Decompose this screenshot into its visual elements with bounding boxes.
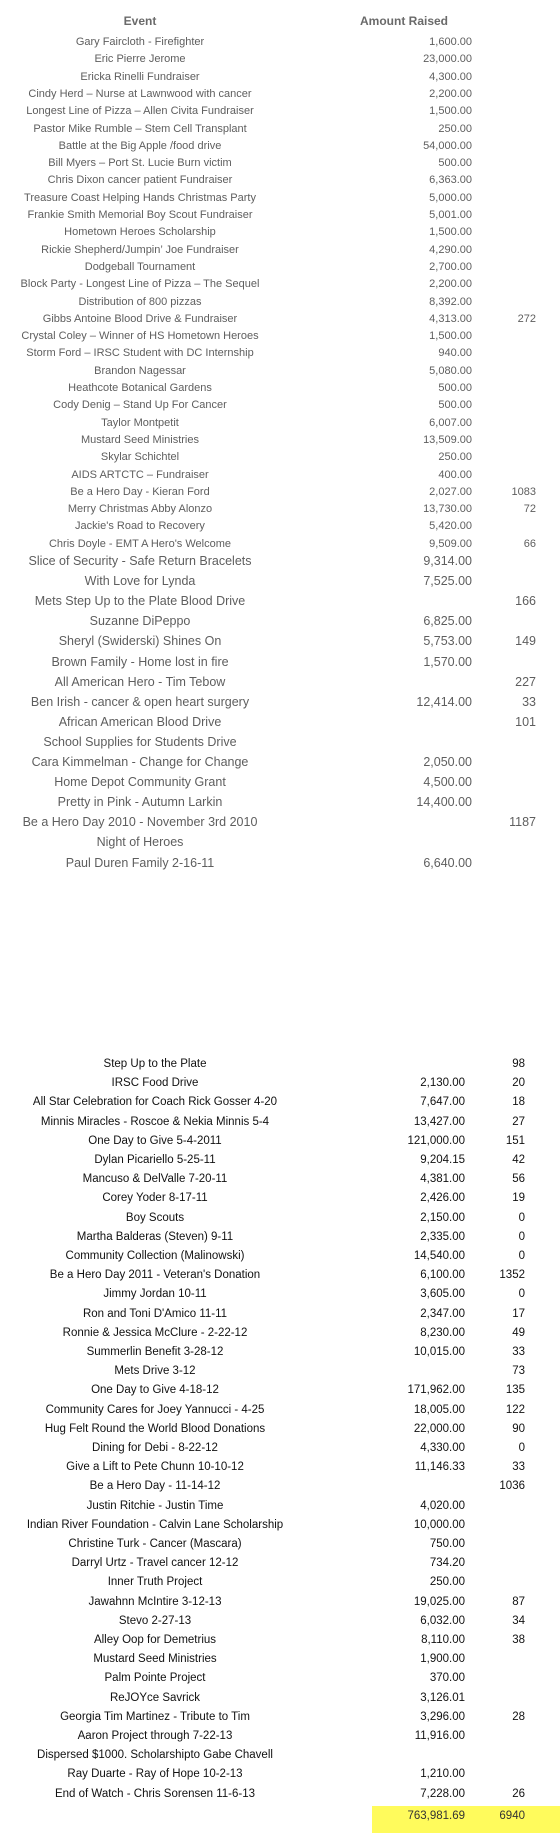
event-cell: Give a Lift to Pete Chunn 10-10-12 [66,1461,244,1474]
amount-cell: 4,381.00 [420,1173,465,1186]
amount-cell: 5,000.00 [429,191,472,204]
amount-cell: 4,300.00 [429,70,472,83]
event-cell: Be a Hero Day 2010 - November 3rd 2010 [22,815,258,830]
amount-cell: 1,900.00 [420,1653,465,1666]
amount-cell: 2,347.00 [420,1307,465,1320]
event-cell: Step Up to the Plate [103,1058,207,1070]
count-cell: 20 [512,1077,525,1090]
event-cell: Dylan Picariello 5-25-11 [94,1154,216,1166]
amount-cell: 4,330.00 [420,1442,465,1454]
amount-cell: 22,000.00 [413,1422,465,1435]
event-cell: Sheryl (Swiderski) Shines On [58,634,222,649]
count-cell: 1036 [499,1480,525,1493]
table-row [0,772,560,792]
amount-cell: 2,130.00 [420,1077,465,1090]
table-row [0,1477,560,1496]
count-cell: 18 [512,1096,525,1109]
table-row [0,752,560,772]
event-cell: Jawahnn McIntire 3-12-13 [88,1595,222,1608]
table-header [0,12,560,30]
event-cell: Mustard Seed Ministries [81,433,199,446]
amount-cell: 4,020.00 [420,1499,465,1512]
total-amount: 763,981.69 [407,1810,465,1822]
event-cell: Ray Duarte - Ray of Hope 10-2-13 [67,1768,243,1781]
table-row [0,1765,560,1784]
table-row [0,551,560,571]
amount-cell: 250.00 [438,122,472,135]
amount-cell: 9,509.00 [429,537,472,550]
amount-cell: 13,509.00 [423,433,472,446]
count-cell: 0 [518,1230,525,1243]
amount-cell: 1,500.00 [429,105,472,118]
table-row [0,1305,560,1324]
event-cell: Aaron Project through 7-22-13 [77,1730,233,1742]
amount-cell: 2,700.00 [429,260,472,273]
event-cell: Georgia Tim Martinez - Tribute to Tim [60,1710,250,1723]
count-cell: 135 [505,1384,525,1397]
amount-cell: 2,027.00 [429,485,472,498]
event-cell: Hometown Heroes Scholarship [64,226,216,239]
total-count: 6940 [499,1810,525,1822]
amount-cell: 8,392.00 [429,295,472,308]
table-row [0,1535,560,1554]
amount-cell: 2,200.00 [429,87,472,100]
count-cell: 122 [505,1403,525,1416]
event-cell: Dining for Debi - 8-22-12 [92,1442,218,1454]
amount-cell: 400.00 [438,468,472,481]
amount-cell: 1,210.00 [420,1768,465,1781]
count-cell: 33 [512,1461,525,1474]
amount-cell: 8,230.00 [420,1326,465,1339]
event-cell: Skylar Schichtel [100,451,180,464]
event-cell: One Day to Give 5-4-2011 [88,1134,222,1147]
amount-cell: 500.00 [438,382,472,394]
table-row [0,591,560,611]
event-cell: Ericka Rinelli Fundraiser [80,70,200,83]
event-cell: Dodgeball Tournament [84,260,196,273]
event-cell: Jimmy Jordan 10-11 [103,1288,207,1301]
count-cell: 0 [518,1442,525,1454]
event-column-header: Event [123,14,157,28]
amount-cell: 1,600.00 [429,36,472,48]
table-row [0,631,560,651]
event-cell: Chris Dixon cancer patient Fundraiser [47,174,233,187]
table-row [0,1612,560,1631]
event-cell: Cindy Herd – Nurse at Lawnwood with cancer [28,87,252,100]
amount-cell: 4,313.00 [429,312,472,325]
table-row [0,1132,560,1151]
event-cell: Dispersed $1000. Scholarshipto Gabe Chavell [37,1749,273,1762]
table-row [0,1516,560,1535]
count-cell: 90 [512,1422,525,1435]
count-cell: 19 [512,1192,525,1205]
amount-cell: 2,050.00 [423,755,472,769]
count-cell: 34 [512,1614,525,1627]
event-cell: Ronnie & Jessica McClure - 2-22-12 [62,1326,248,1339]
amount-cell: 250.00 [429,1576,465,1589]
table-row [0,1151,560,1170]
event-cell: All American Hero - Tim Tebow [54,674,226,689]
event-cell: Treasure Coast Helping Hands Christmas Party [24,191,256,204]
event-cell: Cara Kimmelman - Change for Change [31,755,249,769]
amount-cell: 500.00 [438,399,472,412]
count-cell: 1352 [499,1269,525,1282]
amount-cell: 11,916.00 [414,1730,465,1742]
table-row [0,1497,560,1516]
amount-cell: 7,525.00 [423,574,472,589]
amount-cell: 13,427.00 [413,1115,465,1128]
count-cell: 38 [512,1634,525,1646]
event-cell: Pretty in Pink - Autumn Larkin [57,795,223,810]
table-row [0,1420,560,1439]
amount-cell: 7,228.00 [420,1787,465,1800]
amount-cell: 14,540.00 [413,1250,465,1262]
table-row [0,1631,560,1650]
table-row [0,1247,560,1266]
table-row [0,1573,560,1592]
event-cell: Mets Drive 3-12 [114,1365,196,1378]
event-cell: Mustard Seed Ministries [93,1653,217,1666]
amount-cell: 2,150.00 [420,1211,465,1224]
amount-cell: 734.20 [429,1557,465,1570]
event-cell: Gibbs Antoine Blood Drive & Fundraiser [42,312,238,325]
event-cell: End of Watch - Chris Sorensen 11-6-13 [54,1787,256,1800]
event-cell: Inner Truth Project [107,1576,203,1589]
table-row [0,571,560,591]
count-cell: 87 [512,1595,525,1608]
amount-cell: 5,420.00 [429,520,472,533]
amount-cell: 3,126.01 [420,1691,465,1704]
amount-column-header: Amount Raised [360,14,449,28]
event-cell: Alley Oop for Demetrius [93,1634,217,1646]
amount-cell: 2,200.00 [429,278,472,291]
table-row [0,1113,560,1132]
amount-cell: 5,080.00 [429,364,472,377]
table-row [0,1343,560,1362]
event-cell: Bill Myers – Port St. Lucie Burn victim [48,157,232,170]
event-cell: Crystal Coley – Winner of HS Hometown Heroes [21,330,259,343]
amount-cell: 2,335.00 [420,1230,465,1243]
event-cell: Be a Hero Day 2011 - Veteran's Donation [49,1269,261,1282]
table-row [0,1708,560,1727]
event-cell: One Day to Give 4-18-12 [91,1384,219,1397]
count-cell: 149 [515,634,536,649]
amount-cell: 6,007.00 [429,416,472,429]
amount-cell: 5,001.00 [429,209,472,221]
event-cell: Boy Scouts [125,1211,185,1224]
count-cell: 72 [523,503,536,516]
amount-cell: 1,500.00 [429,330,472,343]
count-cell: 66 [523,537,536,550]
count-cell: 0 [518,1211,525,1224]
table-row [0,1439,560,1458]
event-cell: Suzanne DiPeppo [89,614,191,629]
table-row [0,792,560,812]
amount-cell: 7,647.00 [420,1096,465,1109]
amount-cell: 54,000.00 [423,139,472,152]
event-cell: Christine Turk - Cancer (Mascara) [68,1538,242,1550]
table-row [0,1324,560,1343]
event-cell: Merry Christmas Abby Alonzo [67,503,213,516]
event-cell: Distribution of 800 pizzas [78,295,202,308]
table-row [0,853,560,873]
table-row [0,1727,560,1746]
amount-cell: 9,314.00 [423,554,472,568]
count-cell: 101 [515,714,536,729]
count-cell: 42 [512,1154,525,1166]
amount-cell: 2,426.00 [420,1192,465,1205]
event-cell: Gary Faircloth - Firefighter [75,36,205,48]
amount-cell: 171,962.00 [407,1384,465,1397]
event-cell: Night of Heroes [96,835,184,850]
table-row [0,1669,560,1688]
count-cell: 28 [512,1710,525,1723]
table-row [0,1266,560,1285]
event-cell: Darryl Urtz - Travel cancer 12-12 [71,1557,239,1570]
table-row [0,1362,560,1381]
table-row [0,1055,560,1074]
count-cell: 27 [512,1115,525,1128]
table-row [0,1689,560,1708]
event-cell: Minnis Miracles - Roscoe & Nekia Minnis 5-4 [40,1115,270,1128]
count-cell: 33 [512,1346,525,1358]
table-row [0,1554,560,1573]
count-cell: 151 [505,1134,525,1147]
event-cell: Community Cares for Joey Yannucci - 4-25 [45,1403,265,1416]
amount-cell: 370.00 [429,1672,465,1685]
amount-cell: 10,015.00 [413,1346,465,1358]
count-cell: 166 [515,594,536,609]
amount-cell: 1,570.00 [423,654,472,669]
table-row [0,832,560,852]
amount-cell: 23,000.00 [423,53,472,66]
event-cell: Be a Hero Day - 11-14-12 [89,1480,221,1493]
event-cell: Slice of Security - Safe Return Bracelets [28,554,252,568]
count-cell: 56 [512,1173,525,1186]
event-cell: Taylor Montpetit [101,416,179,429]
event-cell: Corey Yoder 8-17-11 [102,1192,208,1205]
event-cell: Heathcote Botanical Gardens [68,382,212,394]
table-row [0,1093,560,1112]
event-cell: Mancuso & DelValle 7-20-11 [82,1173,228,1186]
amount-cell: 8,110.00 [421,1634,465,1646]
event-cell: Paul Duren Family 2-16-11 [65,855,215,870]
amount-cell: 11,146.33 [414,1461,465,1474]
event-cell: Community Collection (Malinowski) [65,1250,245,1262]
amount-cell: 10,000.00 [413,1518,465,1531]
table-row [0,1228,560,1247]
event-cell: Stevo 2-27-13 [118,1614,192,1627]
table-row [0,1746,560,1765]
event-cell: Cody Denig – Stand Up For Cancer [53,399,227,412]
table-row [0,732,560,752]
amount-cell: 9,204.15 [420,1154,465,1166]
amount-cell: 19,025.00 [413,1595,465,1608]
event-cell: All Star Celebration for Coach Rick Gosser 4-20 [32,1096,278,1109]
count-cell: 17 [512,1307,525,1320]
event-cell: Brown Family - Home lost in fire [51,654,229,669]
table-row [0,712,560,732]
amount-cell: 500.00 [438,157,472,170]
event-cell: Rickie Shepherd/Jumpin’ Joe Fundraiser [41,243,239,256]
count-cell: 26 [512,1787,525,1800]
event-cell: Eric Pierre Jerome [94,53,186,66]
amount-cell: 3,605.00 [420,1288,465,1301]
amount-cell: 6,100.00 [420,1269,465,1282]
count-cell: 0 [518,1250,525,1262]
table-row [0,1381,560,1400]
event-cell: Martha Balderas (Steven) 9-11 [76,1230,234,1243]
event-cell: ReJOYce Savrick [109,1691,201,1704]
table-row [0,1189,560,1208]
table-row [0,1209,560,1228]
count-cell: 33 [522,694,536,709]
amount-cell: 4,500.00 [423,775,472,790]
table-row [0,1650,560,1669]
event-cell: Indian River Foundation - Calvin Lane Scholarship [26,1518,284,1531]
amount-cell: 750.00 [429,1538,465,1550]
table-row [0,1285,560,1304]
event-cell: Ben Irish - cancer & open heart surgery [30,694,250,709]
amount-cell: 14,400.00 [416,795,472,810]
table-row [0,1458,560,1477]
count-cell: 1083 [511,485,536,498]
amount-cell: 4,290.00 [429,243,472,256]
amount-cell: 12,414.00 [416,694,472,709]
table-row [0,652,560,672]
table-row [0,1401,560,1420]
event-cell: Pastor Mike Rumble – Stem Cell Transplant [33,122,247,135]
amount-cell: 6,032.00 [420,1614,465,1627]
amount-cell: 121,000.00 [407,1134,465,1147]
event-cell: Chris Doyle - EMT A Hero's Welcome [48,537,232,550]
event-cell: AIDS ARTCTC – Fundraiser [71,468,209,481]
amount-cell: 6,363.00 [429,174,472,187]
amount-cell: 5,753.00 [423,634,472,649]
event-cell: Frankie Smith Memorial Boy Scout Fundraiser [27,209,253,221]
count-cell: 49 [512,1326,525,1339]
event-cell: Hug Felt Round the World Blood Donations [44,1422,266,1435]
count-cell: 227 [515,674,536,689]
table-row [0,692,560,712]
table-row [0,1074,560,1093]
event-cell: Jackie's Road to Recovery [75,520,205,533]
count-cell: 0 [518,1288,525,1301]
event-cell: With Love for Lynda [84,574,196,589]
event-cell: Battle at the Big Apple /food drive [58,139,222,152]
amount-cell: 6,640.00 [423,855,472,870]
count-cell: 98 [512,1058,525,1070]
table-row [0,1170,560,1189]
event-cell: Be a Hero Day - Kieran Ford [70,485,210,498]
table-row [0,812,560,832]
event-cell: African American Blood Drive [58,714,222,729]
count-cell: 272 [517,312,536,325]
event-cell: Brandon Nagessar [94,364,186,377]
event-cell: Summerlin Benefit 3-28-12 [86,1346,224,1358]
amount-cell: 18,005.00 [413,1403,465,1416]
table-row [0,1785,560,1804]
event-cell: School Supplies for Students Drive [43,734,237,749]
table-row [0,611,560,631]
event-cell: Ron and Toni D'Amico 11-11 [82,1307,228,1320]
event-cell: Justin Ritchie - Justin Time [86,1499,224,1512]
table-row [0,1593,560,1612]
event-cell: Home Depot Community Grant [54,775,226,790]
event-cell: Block Party - Longest Line of Pizza – The Sequel [20,278,260,291]
count-cell: 73 [512,1365,525,1378]
event-cell: Palm Pointe Project [104,1672,206,1685]
amount-cell: 940.00 [438,347,472,360]
event-cell: Longest Line of Pizza – Allen Civita Fundraiser [26,105,254,118]
amount-cell: 6,825.00 [423,614,472,629]
amount-cell: 13,730.00 [423,503,472,516]
amount-cell: 250.00 [438,451,472,464]
amount-cell: 3,296.00 [420,1710,465,1723]
event-cell: Storm Ford – IRSC Student with DC Internship [26,347,254,360]
event-cell: Mets Step Up to the Plate Blood Drive [34,594,246,609]
amount-cell: 1,500.00 [429,226,472,239]
event-cell: IRSC Food Drive [111,1077,199,1090]
table-row [0,672,560,692]
count-cell: 1187 [509,815,536,830]
